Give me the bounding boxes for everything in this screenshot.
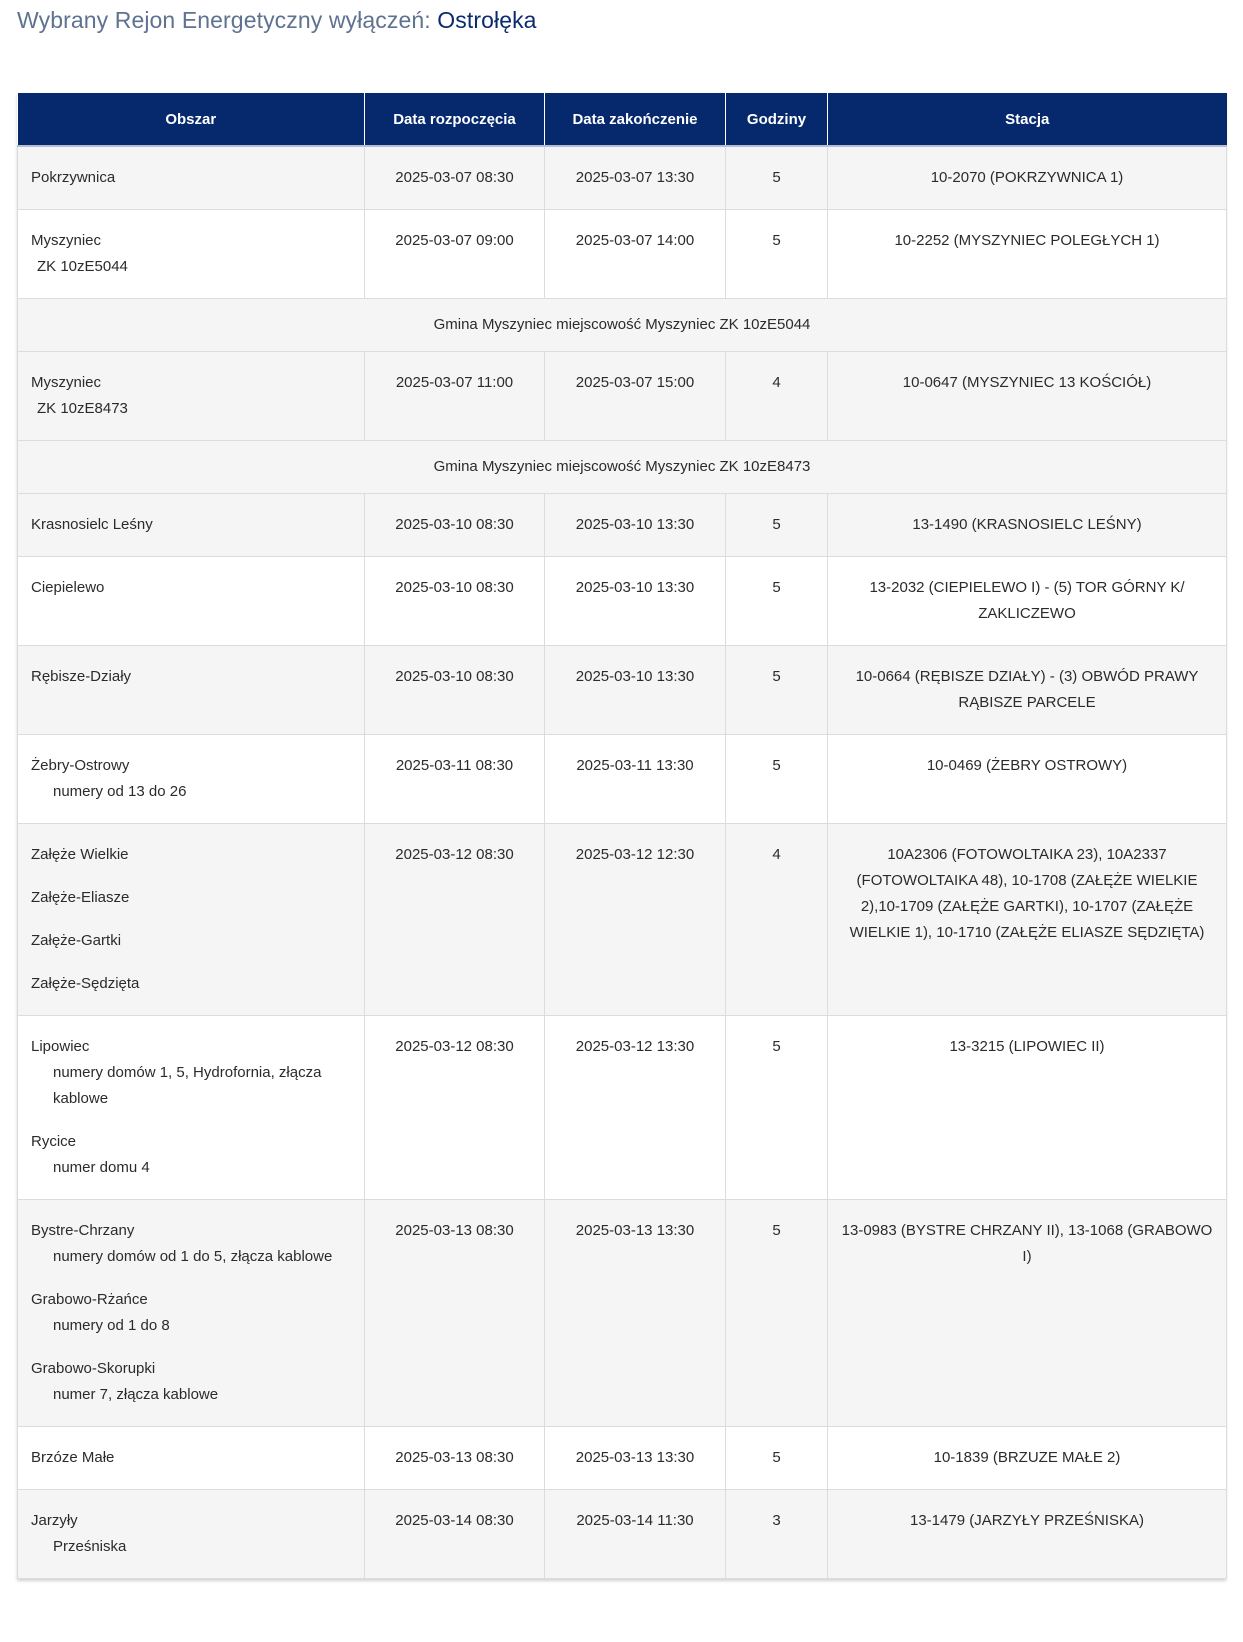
- cell-start-date: 2025-03-10 08:30: [365, 557, 545, 646]
- cell-station: 13-0983 (BYSTRE CHRZANY II), 13-1068 (GRABOWO I): [828, 1200, 1227, 1427]
- location-entry: [31, 1445, 351, 1471]
- location-entry: [31, 885, 351, 911]
- table-row: [18, 1200, 1227, 1427]
- location-detail: numer domu 4: [53, 1159, 150, 1176]
- cell-end-date: 2025-03-13 13:30: [545, 1200, 726, 1427]
- cell-start-date: 2025-03-14 08:30: [365, 1490, 545, 1579]
- cell-area: [18, 352, 365, 441]
- outages-table-container: [17, 93, 1226, 1579]
- cell-hours: 5: [726, 210, 828, 299]
- table-row: [18, 146, 1227, 210]
- cell-start-date: 2025-03-07 09:00: [365, 210, 545, 299]
- cell-start-date: 2025-03-13 08:30: [365, 1200, 545, 1427]
- location-entry: [31, 165, 351, 191]
- region-name: Ostrołęka: [437, 7, 537, 33]
- location-detail: numery od 1 do 8: [53, 1317, 170, 1334]
- location-entry: [31, 753, 351, 805]
- cell-station: 10-0469 (ŻEBRY OSTROWY): [828, 735, 1227, 824]
- cell-note: Gmina Myszyniec miejscowość Myszyniec ZK 10zE5044: [18, 299, 1227, 352]
- column-header-start-date: Data rozpoczęcia: [365, 93, 545, 146]
- cell-hours: 5: [726, 494, 828, 557]
- cell-hours: 3: [726, 1490, 828, 1579]
- cell-station: 13-3215 (LIPOWIEC II): [828, 1016, 1227, 1200]
- cell-hours: 5: [726, 557, 828, 646]
- cell-area: [18, 1490, 365, 1579]
- location-entry: [31, 1218, 351, 1270]
- cell-end-date: 2025-03-10 13:30: [545, 557, 726, 646]
- location-name: Lipowiec: [31, 1038, 90, 1055]
- location-entry: [31, 1034, 351, 1112]
- cell-end-date: 2025-03-07 13:30: [545, 146, 726, 210]
- location-name: Myszyniec: [31, 232, 102, 249]
- cell-start-date: 2025-03-07 11:00: [365, 352, 545, 441]
- table-row: [18, 824, 1227, 1016]
- cell-end-date: 2025-03-14 11:30: [545, 1490, 726, 1579]
- cell-hours: 5: [726, 1427, 828, 1490]
- cell-area: [18, 735, 365, 824]
- cell-end-date: 2025-03-13 13:30: [545, 1427, 726, 1490]
- table-row: [18, 494, 1227, 557]
- table-row: [18, 1427, 1227, 1490]
- cell-end-date: 2025-03-07 15:00: [545, 352, 726, 441]
- location-entry: [31, 512, 351, 538]
- cell-station: 13-1479 (JARZYŁY PRZEŚNISKA): [828, 1490, 1227, 1579]
- cell-area: [18, 824, 365, 1016]
- table-row: [18, 735, 1227, 824]
- cell-start-date: 2025-03-10 08:30: [365, 494, 545, 557]
- location-name: Załęże-Sędzięta: [31, 975, 140, 992]
- cell-end-date: 2025-03-10 13:30: [545, 494, 726, 557]
- page-title: [17, 7, 537, 34]
- location-name: Grabowo-Rżańce: [31, 1291, 148, 1308]
- cell-hours: 5: [726, 1200, 828, 1427]
- cell-hours: 5: [726, 1016, 828, 1200]
- table-row: [18, 557, 1227, 646]
- cell-note: Gmina Myszyniec miejscowość Myszyniec ZK 10zE8473: [18, 441, 1227, 494]
- location-detail: ZK 10zE5044: [37, 258, 128, 275]
- cell-area: [18, 146, 365, 210]
- cell-area: [18, 1016, 365, 1200]
- location-name: Rębisze-Działy: [31, 668, 132, 685]
- location-entry: [31, 228, 351, 280]
- location-name: Rycice: [31, 1133, 77, 1150]
- location-entry: [31, 1129, 351, 1181]
- cell-hours: 4: [726, 824, 828, 1016]
- column-header-hours: Godziny: [726, 93, 828, 146]
- table-row: [18, 646, 1227, 735]
- cell-hours: 5: [726, 646, 828, 735]
- location-name: Myszyniec: [31, 374, 102, 391]
- location-entry: [31, 842, 351, 868]
- cell-station: 13-1490 (KRASNOSIELC LEŚNY): [828, 494, 1227, 557]
- cell-area: [18, 1200, 365, 1427]
- cell-start-date: 2025-03-12 08:30: [365, 824, 545, 1016]
- cell-end-date: 2025-03-12 13:30: [545, 1016, 726, 1200]
- cell-station: 10-2252 (MYSZYNIEC POLEGŁYCH 1): [828, 210, 1227, 299]
- cell-station: 10-0664 (RĘBISZE DZIAŁY) - (3) OBWÓD PRAWY RĄBISZE PARCELE: [828, 646, 1227, 735]
- location-name: Brzóze Małe: [31, 1449, 115, 1466]
- location-entry: [31, 575, 351, 601]
- column-header-end-date: Data zakończenie: [545, 93, 726, 146]
- location-name: Ciepielewo: [31, 579, 105, 596]
- location-detail: numer 7, złącza kablowe: [53, 1386, 219, 1403]
- cell-station: 10A2306 (FOTOWOLTAIKA 23), 10A2337 (FOTOWOLTAIKA 48), 10-1708 (ZAŁĘŻE WIELKIE 2),10-1709 (ZAŁĘŻE GARTKI), 10-1707 (ZAŁĘŻE WIELKIE 1), 10-1710 (ZAŁĘŻE ELIASZE SĘDZIĘTA): [828, 824, 1227, 1016]
- cell-area: [18, 494, 365, 557]
- location-name: Krasnosielc Leśny: [31, 516, 153, 533]
- cell-hours: 5: [726, 735, 828, 824]
- location-name: Jarzyły: [31, 1512, 78, 1529]
- location-entry: [31, 1356, 351, 1408]
- cell-end-date: 2025-03-07 14:00: [545, 210, 726, 299]
- table-row-note: [18, 299, 1227, 352]
- location-name: Załęże-Gartki: [31, 932, 122, 949]
- location-detail: numery domów od 1 do 5, złącza kablowe: [53, 1248, 333, 1265]
- location-entry: [31, 664, 351, 690]
- location-name: Żebry-Ostrowy: [31, 757, 130, 774]
- location-entry: [31, 1287, 351, 1339]
- cell-hours: 5: [726, 146, 828, 210]
- cell-start-date: 2025-03-10 08:30: [365, 646, 545, 735]
- location-name: Załęże Wielkie: [31, 846, 129, 863]
- column-header-area: Obszar: [18, 93, 365, 146]
- cell-end-date: 2025-03-12 12:30: [545, 824, 726, 1016]
- page-title-prefix: Wybrany Rejon Energetyczny wyłączeń:: [17, 7, 431, 33]
- location-entry: [31, 928, 351, 954]
- location-name: Załęże-Eliasze: [31, 889, 130, 906]
- table-header-row: [18, 93, 1227, 146]
- cell-end-date: 2025-03-11 13:30: [545, 735, 726, 824]
- location-name: Pokrzywnica: [31, 169, 116, 186]
- location-name: Grabowo-Skorupki: [31, 1360, 156, 1377]
- column-header-station: Stacja: [828, 93, 1227, 146]
- location-detail: Prześniska: [53, 1538, 127, 1555]
- table-row: [18, 1490, 1227, 1579]
- location-entry: [31, 971, 351, 997]
- cell-area: [18, 557, 365, 646]
- cell-end-date: 2025-03-10 13:30: [545, 646, 726, 735]
- cell-station: 10-0647 (MYSZYNIEC 13 KOŚCIÓŁ): [828, 352, 1227, 441]
- cell-start-date: 2025-03-11 08:30: [365, 735, 545, 824]
- cell-station: 10-2070 (POKRZYWNICA 1): [828, 146, 1227, 210]
- outages-table: [17, 93, 1227, 1579]
- table-row: [18, 210, 1227, 299]
- cell-area: [18, 1427, 365, 1490]
- cell-station: 13-2032 (CIEPIELEWO I) - (5) TOR GÓRNY K/ ZAKLICZEWO: [828, 557, 1227, 646]
- table-row: [18, 1016, 1227, 1200]
- location-entry: [31, 1508, 351, 1560]
- cell-start-date: 2025-03-13 08:30: [365, 1427, 545, 1490]
- cell-station: 10-1839 (BRZUZE MAŁE 2): [828, 1427, 1227, 1490]
- location-detail: ZK 10zE8473: [37, 400, 128, 417]
- location-entry: [31, 370, 351, 422]
- location-detail: numery domów 1, 5, Hydrofornia, złącza kablowe: [53, 1064, 322, 1107]
- table-row: [18, 352, 1227, 441]
- location-detail: numery od 13 do 26: [53, 783, 187, 800]
- cell-area: [18, 210, 365, 299]
- cell-hours: 4: [726, 352, 828, 441]
- cell-area: [18, 646, 365, 735]
- location-name: Bystre-Chrzany: [31, 1222, 135, 1239]
- table-body: [18, 146, 1227, 1579]
- cell-start-date: 2025-03-07 08:30: [365, 146, 545, 210]
- table-row-note: [18, 441, 1227, 494]
- cell-start-date: 2025-03-12 08:30: [365, 1016, 545, 1200]
